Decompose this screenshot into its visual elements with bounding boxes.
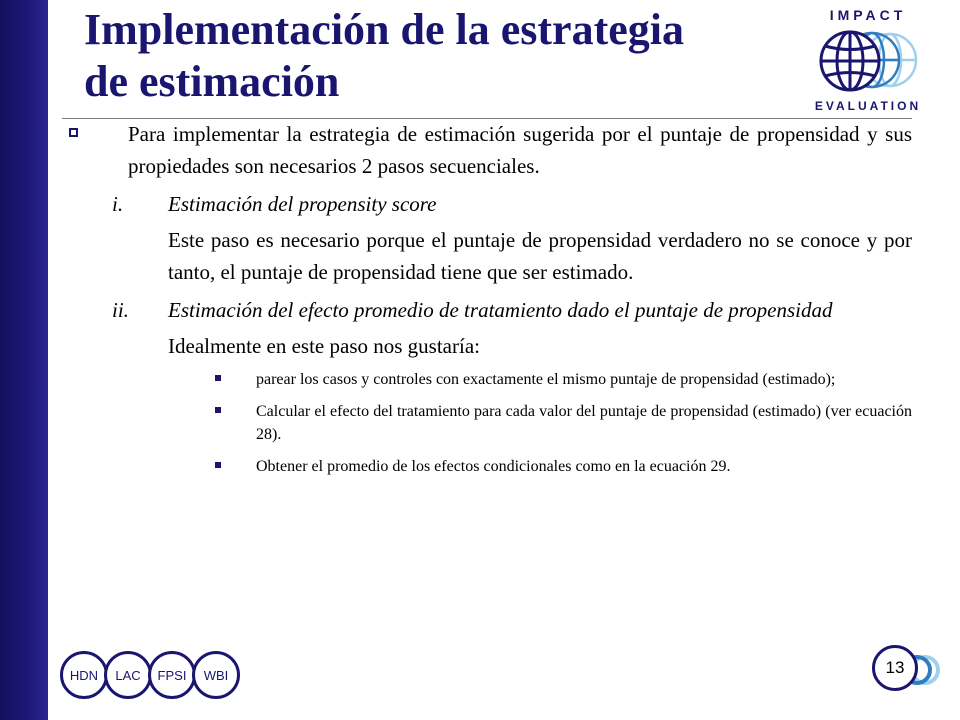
impact-evaluation-logo [806,4,930,116]
intro-text: Para implementar la estrategia de estimación sugerida por el puntaje de propensidad y sus propiedades son necesarios 2 pasos secuenciales. [128,122,912,178]
step-1-number: i. [112,192,124,216]
sub-item-text: Calcular el efecto del tratamiento para cada valor del puntaje de propensidad (estimado) (ver ecuación 28). [256,403,912,443]
logo-top-text: IMPACT [829,7,907,23]
page-badge [872,645,952,697]
step-2-title: Estimación del efecto promedio de tratamiento dado el puntaje de propensidad [168,298,833,322]
footer-org-logos [60,651,260,703]
step-2-number: ii. [112,298,129,322]
list-item [256,455,912,478]
sub-item-text: parear los casos y controles con exactamente el mismo puntaje de propensidad (estimado); [256,371,836,388]
org-circle-fpsi: FPSI [148,651,196,699]
globe-front-navy-icon [821,32,879,90]
list-item [256,368,912,391]
title-line-2: de estimación [84,57,340,106]
logo-bottom-text: EVALUATION [814,99,922,113]
page-number: 13 [872,645,918,691]
title-line-1: Implementación de la estrategia [84,5,684,54]
left-sidebar-bar [0,0,48,720]
org-circle-lac: LAC [104,651,152,699]
org-circle-hdn: HDN [60,651,108,699]
square-bullet-icon [215,375,221,381]
square-bullet-icon [215,407,221,413]
intro-bullet [60,118,912,182]
square-bullet-icon [215,462,221,468]
list-item [256,400,912,446]
step-2-sublist [168,368,912,478]
square-bullet-icon [69,128,78,137]
slide-title [84,4,804,108]
step-1-title: Estimación del propensity score [168,192,437,216]
step-1-text: Este paso es necesario porque el puntaje de propensidad verdadero no se conoce y por tanto, el puntaje de propensidad tiene que ser estimado. [168,228,912,284]
step-1 [60,188,912,288]
org-circle-wbi: WBI [192,651,240,699]
slide-body [60,118,912,487]
sub-item-text: Obtener el promedio de los efectos condicionales como en la ecuación 29. [256,458,731,475]
step-2-text: Idealmente en este paso nos gustaría: [168,334,480,358]
step-2 [60,294,912,478]
